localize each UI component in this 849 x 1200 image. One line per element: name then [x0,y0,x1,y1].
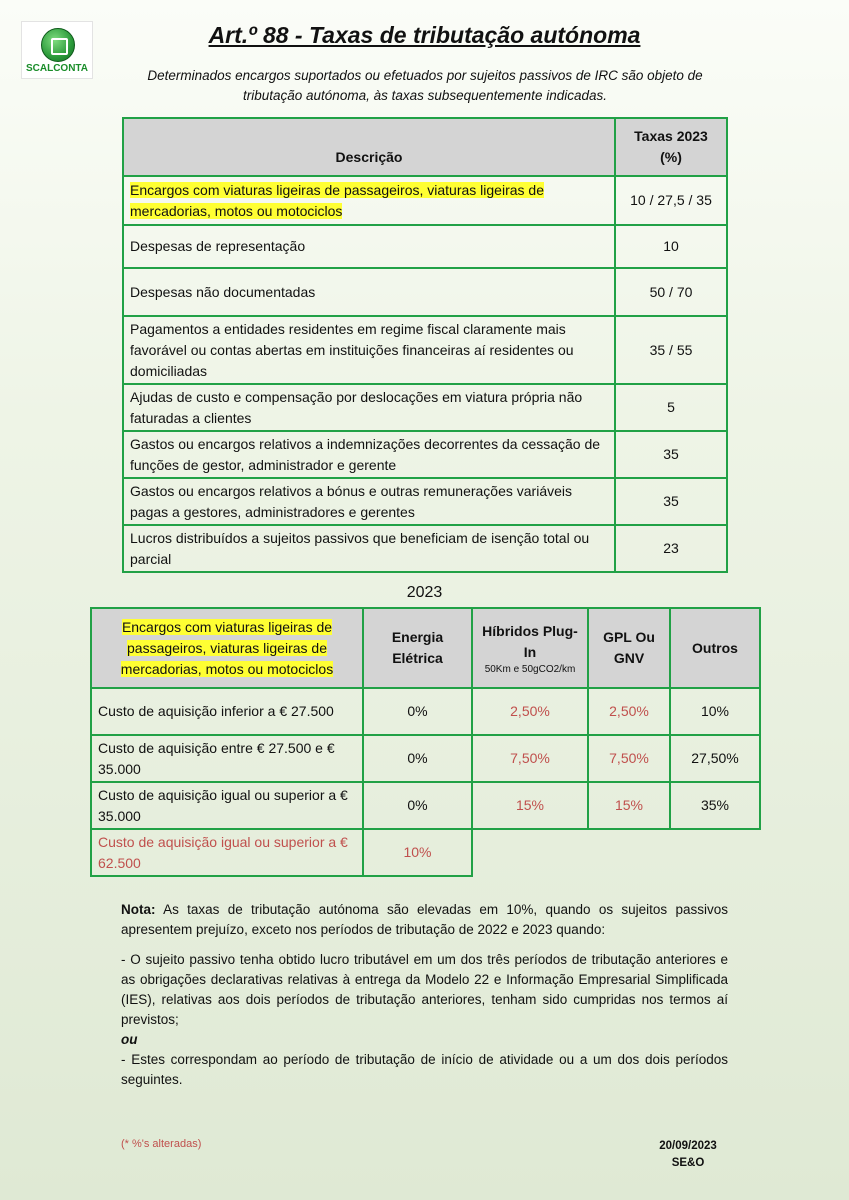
table-row [123,225,727,268]
row-rate: 50 / 70 [615,268,727,316]
electric-cell: 10% [363,829,472,876]
row-description: Gastos ou encargos relativos a indemnizações decorrentes da cessação de funções de gestor, administrador e gerente [123,431,615,478]
other-cell: 27,50% [670,735,760,782]
hybrid-cell: 7,50% [472,735,588,782]
row-description: Pagamentos a entidades residentes em regime fiscal claramente mais favorável ou contas abertas em instituições financeiras aí residentes ou domiciliadas [123,316,615,384]
row-description: Custo de aquisição inferior a € 27.500 [91,688,363,735]
table-row [123,431,727,478]
table-header-row [91,608,760,688]
electric-header: Energia Elétrica [363,608,472,688]
vehicle-rates-table [90,607,761,877]
hybrid-cell: 15% [472,782,588,829]
gpl-cell: 7,50% [588,735,670,782]
table-row [123,316,727,384]
page-title: Art.º 88 - Taxas de tributação autónoma [208,22,641,48]
footer-code: SE&O [671,1157,705,1169]
row-description [123,176,615,225]
row-rate: 5 [615,384,727,431]
electric-cell: 0% [363,735,472,782]
hybrid-header-note: 50Km e 50gCO2/km [484,663,576,675]
note-text: As taxas de tributação autónoma são elevadas em 10%, quando os sujeitos passivos apresentem prejuízo, exceto nos períodos de tributação de 2022 e 2023 quando: [121,902,728,937]
row-rate: 35 [615,478,727,525]
note-item-2: - Estes correspondam ao período de tributação de início de atividade ou a um dos dois períodos seguintes. [121,1052,728,1087]
row-description: Gastos ou encargos relativos a bónus e outras remunerações variáveis pagas a gestores, administradores e gerentes [123,478,615,525]
electric-cell: 0% [363,688,472,735]
row-description: Despesas não documentadas [123,268,615,316]
logo-text: SCALCONTA [25,63,89,74]
footnote: (* %'s alteradas) [121,1138,202,1150]
empty-cell [472,829,760,876]
table-row [123,384,727,431]
table-row [91,735,760,782]
highlighted-text: Encargos com viaturas ligeiras de passageiros, viaturas ligeiras de mercadorias, motos ou motociclos [130,181,544,219]
hybrid-header-label: Híbridos Plug-In [482,622,578,660]
footer [620,1138,756,1172]
row-description: Despesas de representação [123,225,615,268]
row-rate: 23 [615,525,727,572]
hybrid-cell: 2,50% [472,688,588,735]
table-row [91,688,760,735]
electric-cell: 0% [363,782,472,829]
row-rate: 10 / 27,5 / 35 [615,176,727,225]
table-row [91,829,760,876]
table-row [123,176,727,225]
note-item-1: - O sujeito passivo tenha obtido lucro tributável em um dos três períodos de tributação anteriores e as obrigações declarativas relativas à entrega da Modelo 22 e Informação Empresarial Simplificada (IES), relativas aos dois períodos de tributação anteriores, tenham sido cumpridas nos termos aí previstos; [121,952,728,1027]
table-header-row [123,118,727,176]
vehicle-description-header [91,608,363,688]
row-description: Custo de aquisição igual ou superior a € 62.500 [91,829,363,876]
table-row [123,268,727,316]
other-header: Outros [670,608,760,688]
year-label: 2023 [406,584,443,601]
gpl-cell: 15% [588,782,670,829]
table-row [123,525,727,572]
hybrid-header [472,608,588,688]
row-description: Custo de aquisição entre € 27.500 e € 35.000 [91,735,363,782]
other-cell: 10% [670,688,760,735]
gpl-header: GPL Ou GNV [588,608,670,688]
row-rate: 35 [615,431,727,478]
row-rate: 10 [615,225,727,268]
note-label: Nota: [121,902,156,917]
row-description: Lucros distribuídos a sujeitos passivos que beneficiam de isenção total ou parcial [123,525,615,572]
row-description: Ajudas de custo e compensação por deslocações em viatura própria não faturadas a clientes [123,384,615,431]
note-or: ou [121,1032,138,1047]
footer-date: 20/09/2023 [659,1140,717,1152]
row-description: Custo de aquisição igual ou superior a € 35.000 [91,782,363,829]
note-section [121,900,728,1100]
tax-rates-table [122,117,728,573]
other-cell: 35% [670,782,760,829]
table-row [123,478,727,525]
row-rate: 35 / 55 [615,316,727,384]
table-row [91,782,760,829]
description-header: Descrição [123,118,615,176]
gpl-cell: 2,50% [588,688,670,735]
note-paragraph [121,900,728,940]
rate-header: Taxas 2023 (%) [615,118,727,176]
intro-text: Determinados encargos suportados ou efetuados por sujeitos passivos de IRC são objeto de tributação autónoma, às taxas subsequentemente indicadas. [147,68,703,103]
highlighted-text: Encargos com viaturas ligeiras de passageiros, viaturas ligeiras de mercadorias, motos ou motociclos [120,618,334,677]
